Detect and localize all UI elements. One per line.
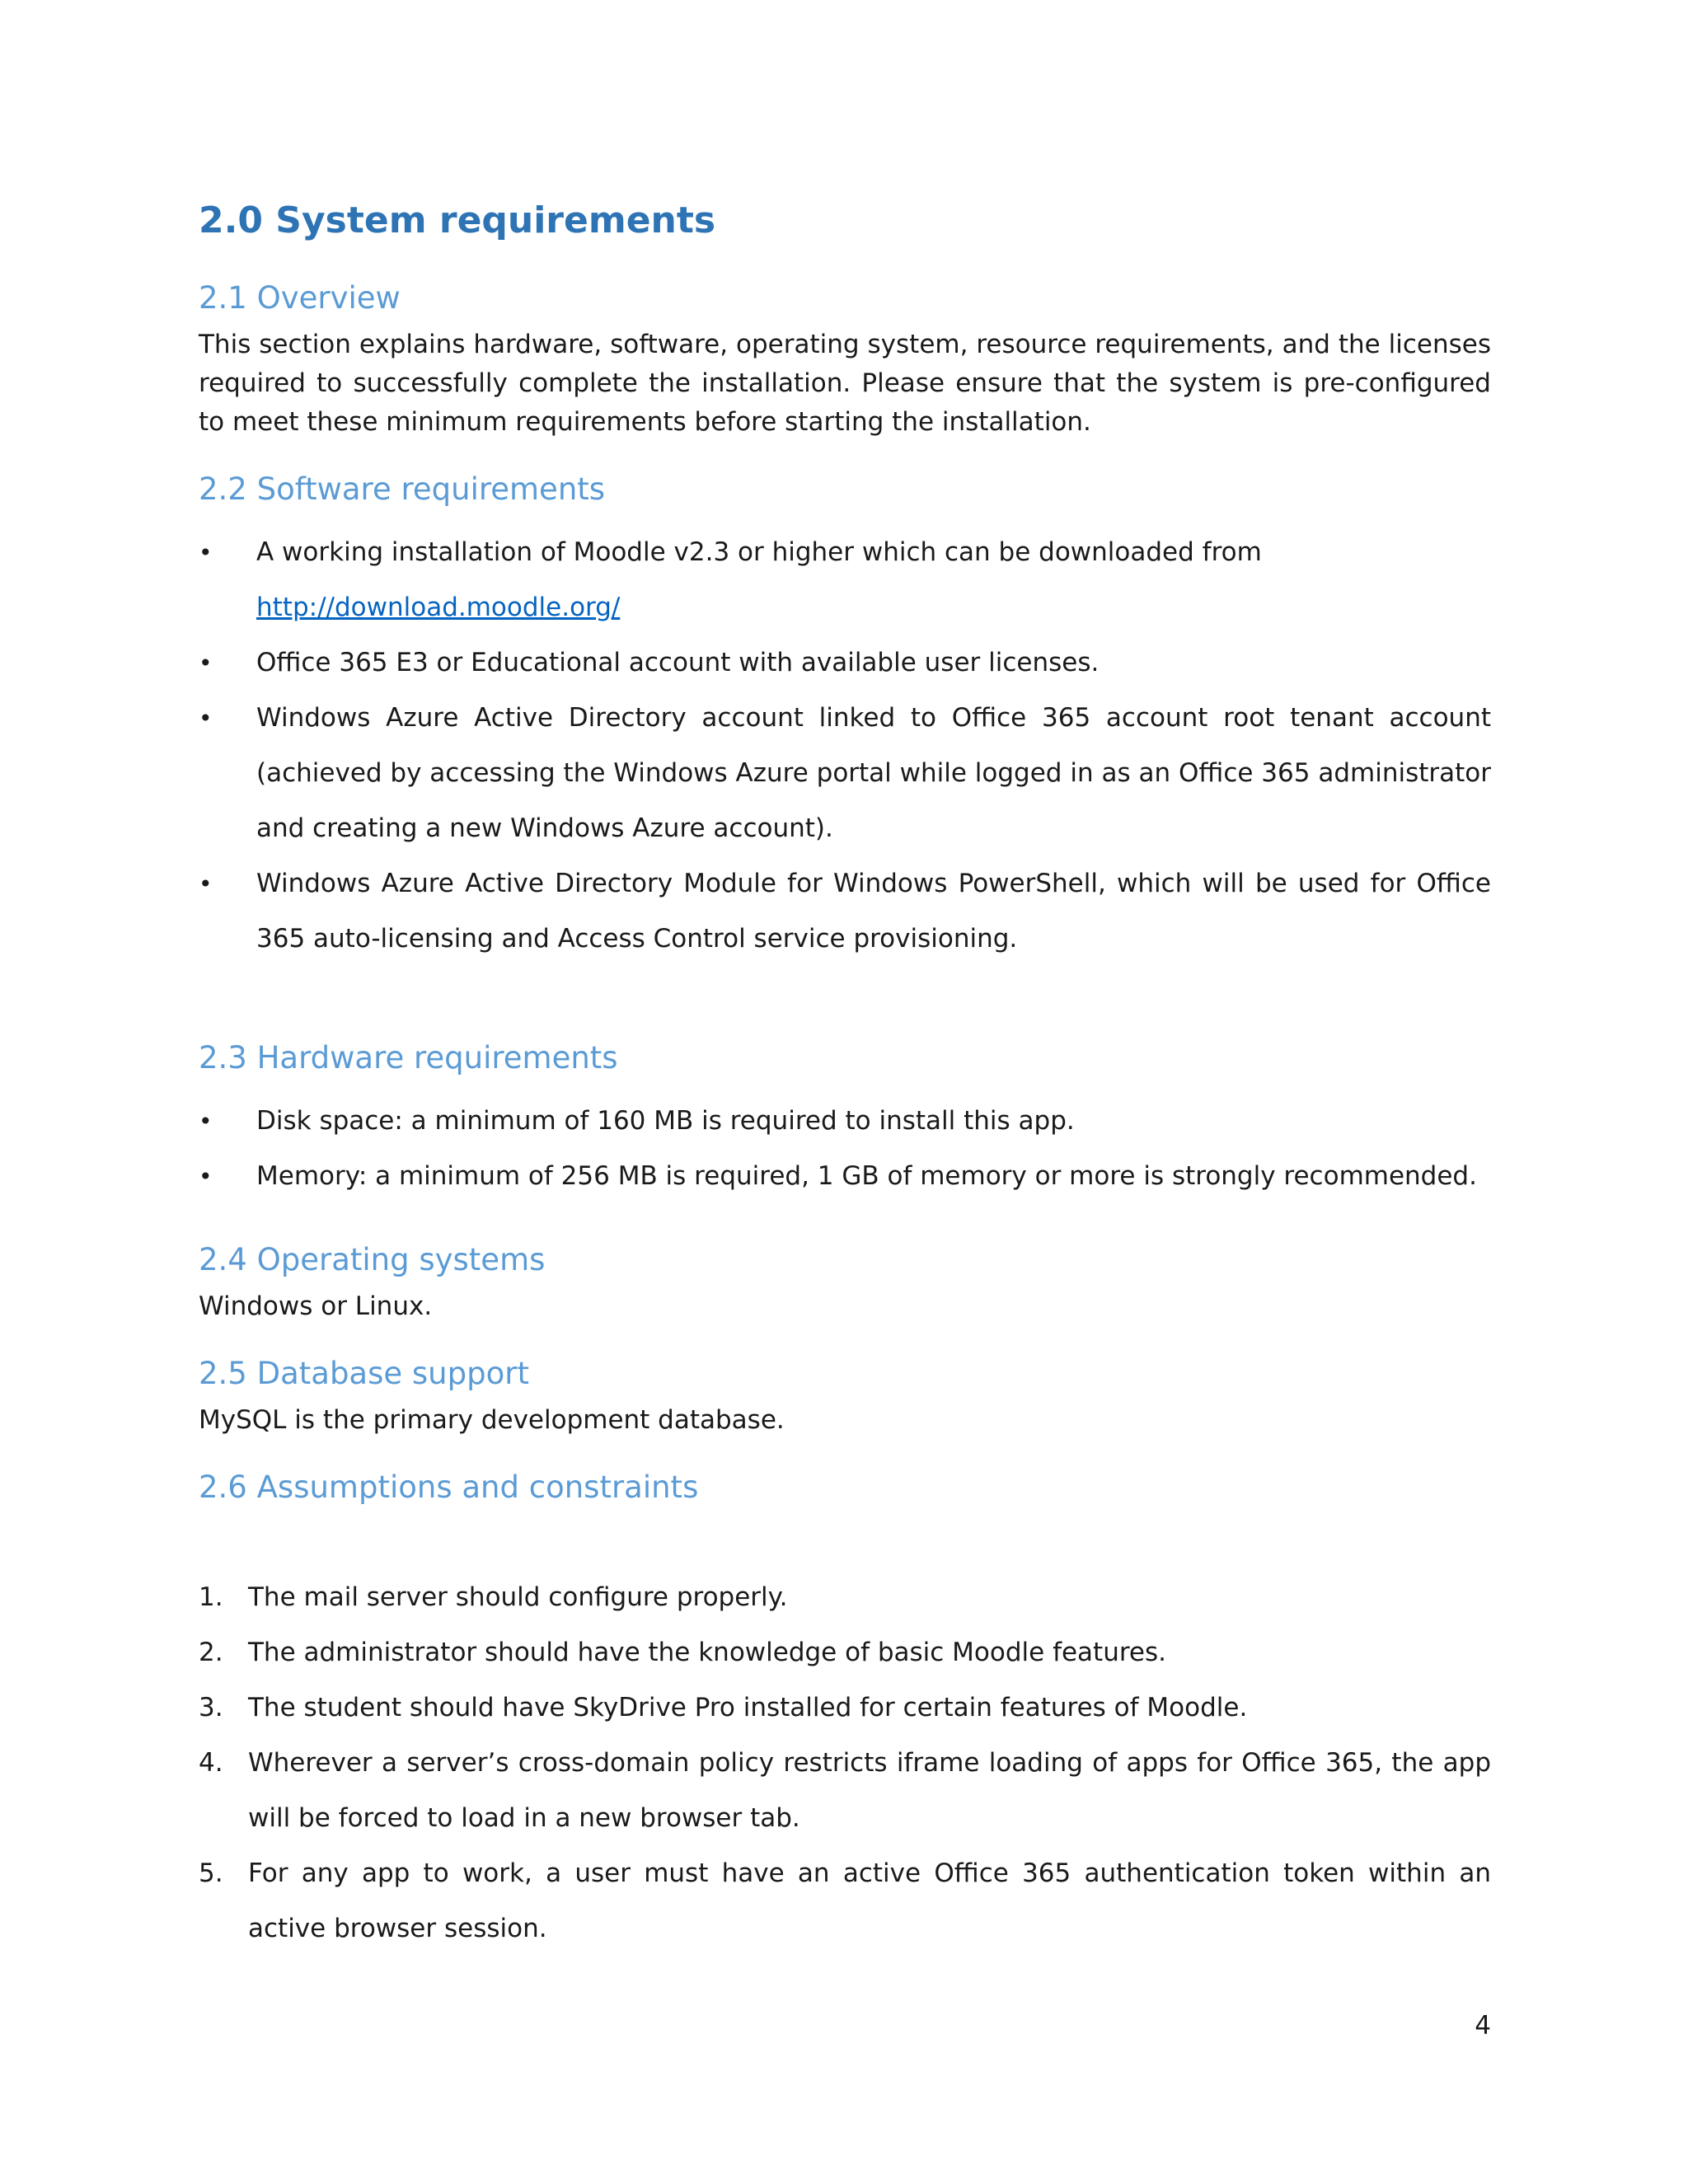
bullet-marker: •	[199, 870, 213, 898]
section-title: 2.0 System requirements	[199, 199, 716, 241]
assumption-item-4-text: Wherever a server’s cross-domain policy restricts iframe loading of apps for Office 365, the app will be forced to load in a new browser tab.	[248, 1748, 1491, 1833]
database-paragraph: MySQL is the primary development database.	[199, 1405, 785, 1435]
assumption-item-4	[199, 1736, 1491, 1846]
list-number: 2.	[199, 1638, 223, 1667]
list-number: 4.	[199, 1748, 223, 1778]
overview-heading: 2.1 Overview	[199, 280, 401, 316]
bullet-marker: •	[199, 1108, 213, 1135]
bullet-marker: •	[199, 539, 213, 566]
database-heading: 2.5 Database support	[199, 1356, 529, 1391]
list-number: 5.	[199, 1858, 223, 1888]
hardware-item-2	[199, 1149, 1491, 1204]
os-paragraph: Windows or Linux.	[199, 1291, 433, 1321]
list-number: 3.	[199, 1693, 223, 1722]
software-heading: 2.2 Software requirements	[199, 471, 606, 507]
assumption-item-3-text: The student should have SkyDrive Pro installed for certain features of Moodle.	[248, 1693, 1248, 1722]
hardware-item-1	[199, 1094, 1491, 1149]
software-item-2	[199, 635, 1491, 691]
assumption-item-2	[199, 1625, 1491, 1680]
assumption-item-1-text: The mail server should configure properly.	[248, 1582, 788, 1612]
assumption-item-3	[199, 1680, 1491, 1736]
hardware-item-1-text: Disk space: a minimum of 160 MB is required to install this app.	[256, 1106, 1075, 1136]
hardware-list	[199, 1094, 1491, 1204]
bullet-marker: •	[199, 649, 213, 677]
software-list	[199, 525, 1491, 967]
software-item-1-text: A working installation of Moodle v2.3 or higher which can be downloaded from	[256, 537, 1262, 567]
software-item-4-text: Windows Azure Active Directory Module for Windows PowerShell, which will be used for Office 365 auto-licensing and Access Control service provisioning.	[256, 869, 1491, 954]
hardware-item-2-text: Memory: a minimum of 256 MB is required, 1 GB of memory or more is strongly recommended.	[256, 1161, 1477, 1191]
assumption-item-5-text: For any app to work, a user must have an active Office 365 authentication token within an active browser session.	[248, 1858, 1491, 1943]
software-item-3	[199, 691, 1491, 856]
hardware-heading: 2.3 Hardware requirements	[199, 1040, 618, 1076]
page-number: 4	[1475, 2011, 1491, 2041]
software-item-4	[199, 856, 1491, 967]
assumption-item-2-text: The administrator should have the knowledge of basic Moodle features.	[248, 1638, 1167, 1667]
bullet-marker: •	[199, 705, 213, 732]
bullet-marker: •	[199, 1163, 213, 1190]
assumption-item-1	[199, 1570, 1491, 1625]
assumptions-list	[199, 1570, 1491, 1957]
software-item-1	[199, 525, 1491, 635]
assumption-item-5	[199, 1846, 1491, 1957]
software-item-2-text: Office 365 E3 or Educational account with available user licenses.	[256, 648, 1100, 677]
overview-paragraph: This section explains hardware, software, operating system, resource requirements, and the licenses required to successfully complete the installation. Please ensure that the system is pre-configured to meet these minimum requirements before starting the installation.	[199, 330, 1491, 437]
moodle-download-link[interactable]: http://download.moodle.org/	[256, 593, 621, 622]
software-item-3-text: Windows Azure Active Directory account linked to Office 365 account root tenant account (achieved by accessing the Windows Azure portal while logged in as an Office 365 administrator and creating a new Windows Azure account).	[256, 703, 1491, 843]
list-number: 1.	[199, 1582, 223, 1612]
os-heading: 2.4 Operating systems	[199, 1242, 546, 1277]
assumptions-heading: 2.6 Assumptions and constraints	[199, 1469, 699, 1505]
